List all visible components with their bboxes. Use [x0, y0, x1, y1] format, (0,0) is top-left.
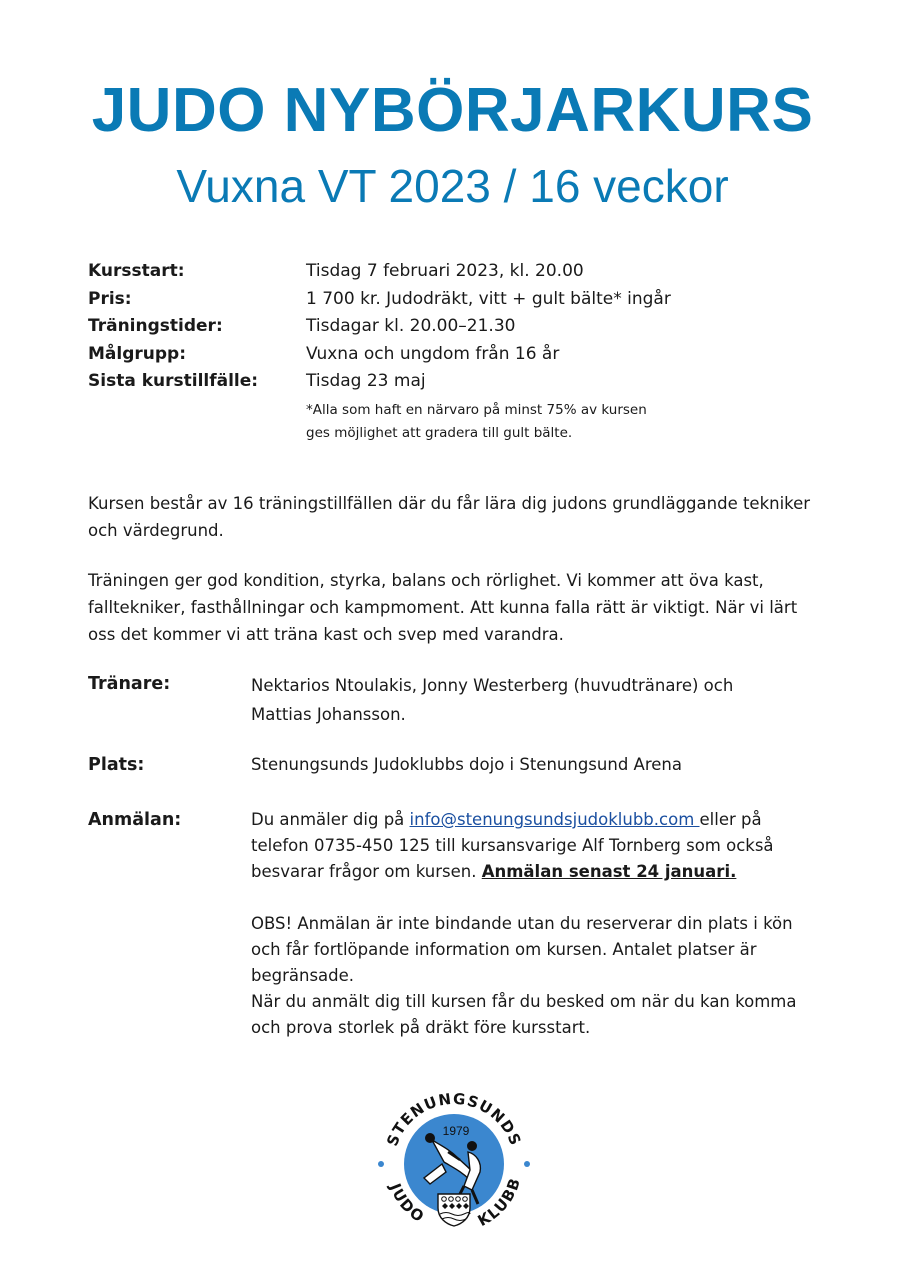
course-facts [88, 258, 808, 445]
fact-label: Träningstider: [88, 316, 223, 336]
training-paragraph: Träningen ger god kondition, styrka, balans och rörlighet. Vi kommer att öva kast, falltekniker, fasthållningar och kampmoment. Att kunna falla rätt är viktigt. När vi lärt oss det kommer vi att träna kast och svep med varandra. [88, 571, 798, 644]
page-subtitle: Vuxna VT 2023 / 16 veckor [176, 160, 729, 212]
fact-row-traningstider [88, 313, 808, 341]
club-logo [372, 1080, 536, 1244]
logo-bottom-right-text: KLUBB [474, 1174, 525, 1231]
club-logo-graphic [372, 1080, 536, 1244]
fact-value: Vuxna och ungdom från 16 år [306, 343, 560, 364]
logo-top-text: STENUNGSUNDS [383, 1089, 525, 1149]
registration-deadline: Anmälan senast 24 januari. [481, 862, 737, 881]
fact-row-pris [88, 286, 808, 314]
logo-dot [524, 1161, 530, 1167]
intro-paragraph: Kursen består av 16 träningstillfällen där du får lära dig judons grundläggande tekniker och värdegrund. [88, 494, 811, 540]
registration-intro: Du anmäler dig på [251, 810, 410, 829]
registration-paragraph [251, 807, 823, 885]
footnote-line: *Alla som haft en närvaro på minst 75% av kursen [306, 401, 647, 418]
logo-dot [378, 1161, 384, 1167]
logo-year: 1979 [442, 1124, 470, 1138]
registration-label: Anmälan: [88, 810, 182, 830]
place-label: Plats: [88, 755, 145, 775]
place-section [88, 752, 823, 778]
registration-text [251, 807, 823, 1041]
email-link[interactable]: info@stenungsundsjudoklubb.com [409, 810, 700, 829]
logo-bottom-left-text: JUDO [385, 1180, 429, 1227]
fact-value: 1 700 kr. Judodräkt, vitt + gult bälte* ingår [306, 288, 671, 309]
fact-value: Tisdagar kl. 20.00–21.30 [306, 316, 516, 336]
trainer-names [251, 671, 823, 729]
crest-shield-icon [438, 1194, 470, 1226]
trainer-label: Tränare: [88, 674, 171, 694]
fact-row-sista-kurstillfalle [88, 368, 808, 396]
page-title: JUDO NYBÖRJARKURS [91, 76, 814, 145]
trainer-section [88, 671, 823, 729]
fact-row-malgrupp [88, 341, 808, 369]
fact-value: Tisdag 7 februari 2023, kl. 20.00 [306, 261, 584, 281]
footnote-line: ges möjlighet att gradera till gult bälte. [306, 424, 573, 441]
fact-label: Sista kurstillfälle: [88, 371, 259, 391]
trainer-line: Nektarios Ntoulakis, Jonny Westerberg (huvudtränare) och [251, 676, 734, 695]
obs-paragraph: OBS! Anmälan är inte bindande utan du reserverar din plats i kön och får fortlöpande information om kursen. Antalet platser är begränsade. [251, 914, 793, 985]
registration-section [88, 807, 823, 1041]
after-signup-paragraph: När du anmält dig till kursen får du besked om när du kan komma och prova storlek på dräkt före kursstart. [251, 992, 797, 1037]
trainer-line: Mattias Johansson. [251, 705, 406, 724]
fact-label: Målgrupp: [88, 343, 187, 364]
registration-contact: eller på telefon 0735-450 125 till kursansvarige Alf Tornberg som också besvarar frågor om kursen. [251, 810, 774, 881]
place-value: Stenungsunds Judoklubbs dojo i Stenungsund Arena [251, 755, 682, 774]
fact-value: Tisdag 23 maj [306, 371, 426, 391]
fact-label: Pris: [88, 288, 132, 309]
fact-row-kursstart [88, 258, 808, 286]
fact-label: Kursstart: [88, 261, 185, 281]
belt-footnote [306, 399, 808, 445]
